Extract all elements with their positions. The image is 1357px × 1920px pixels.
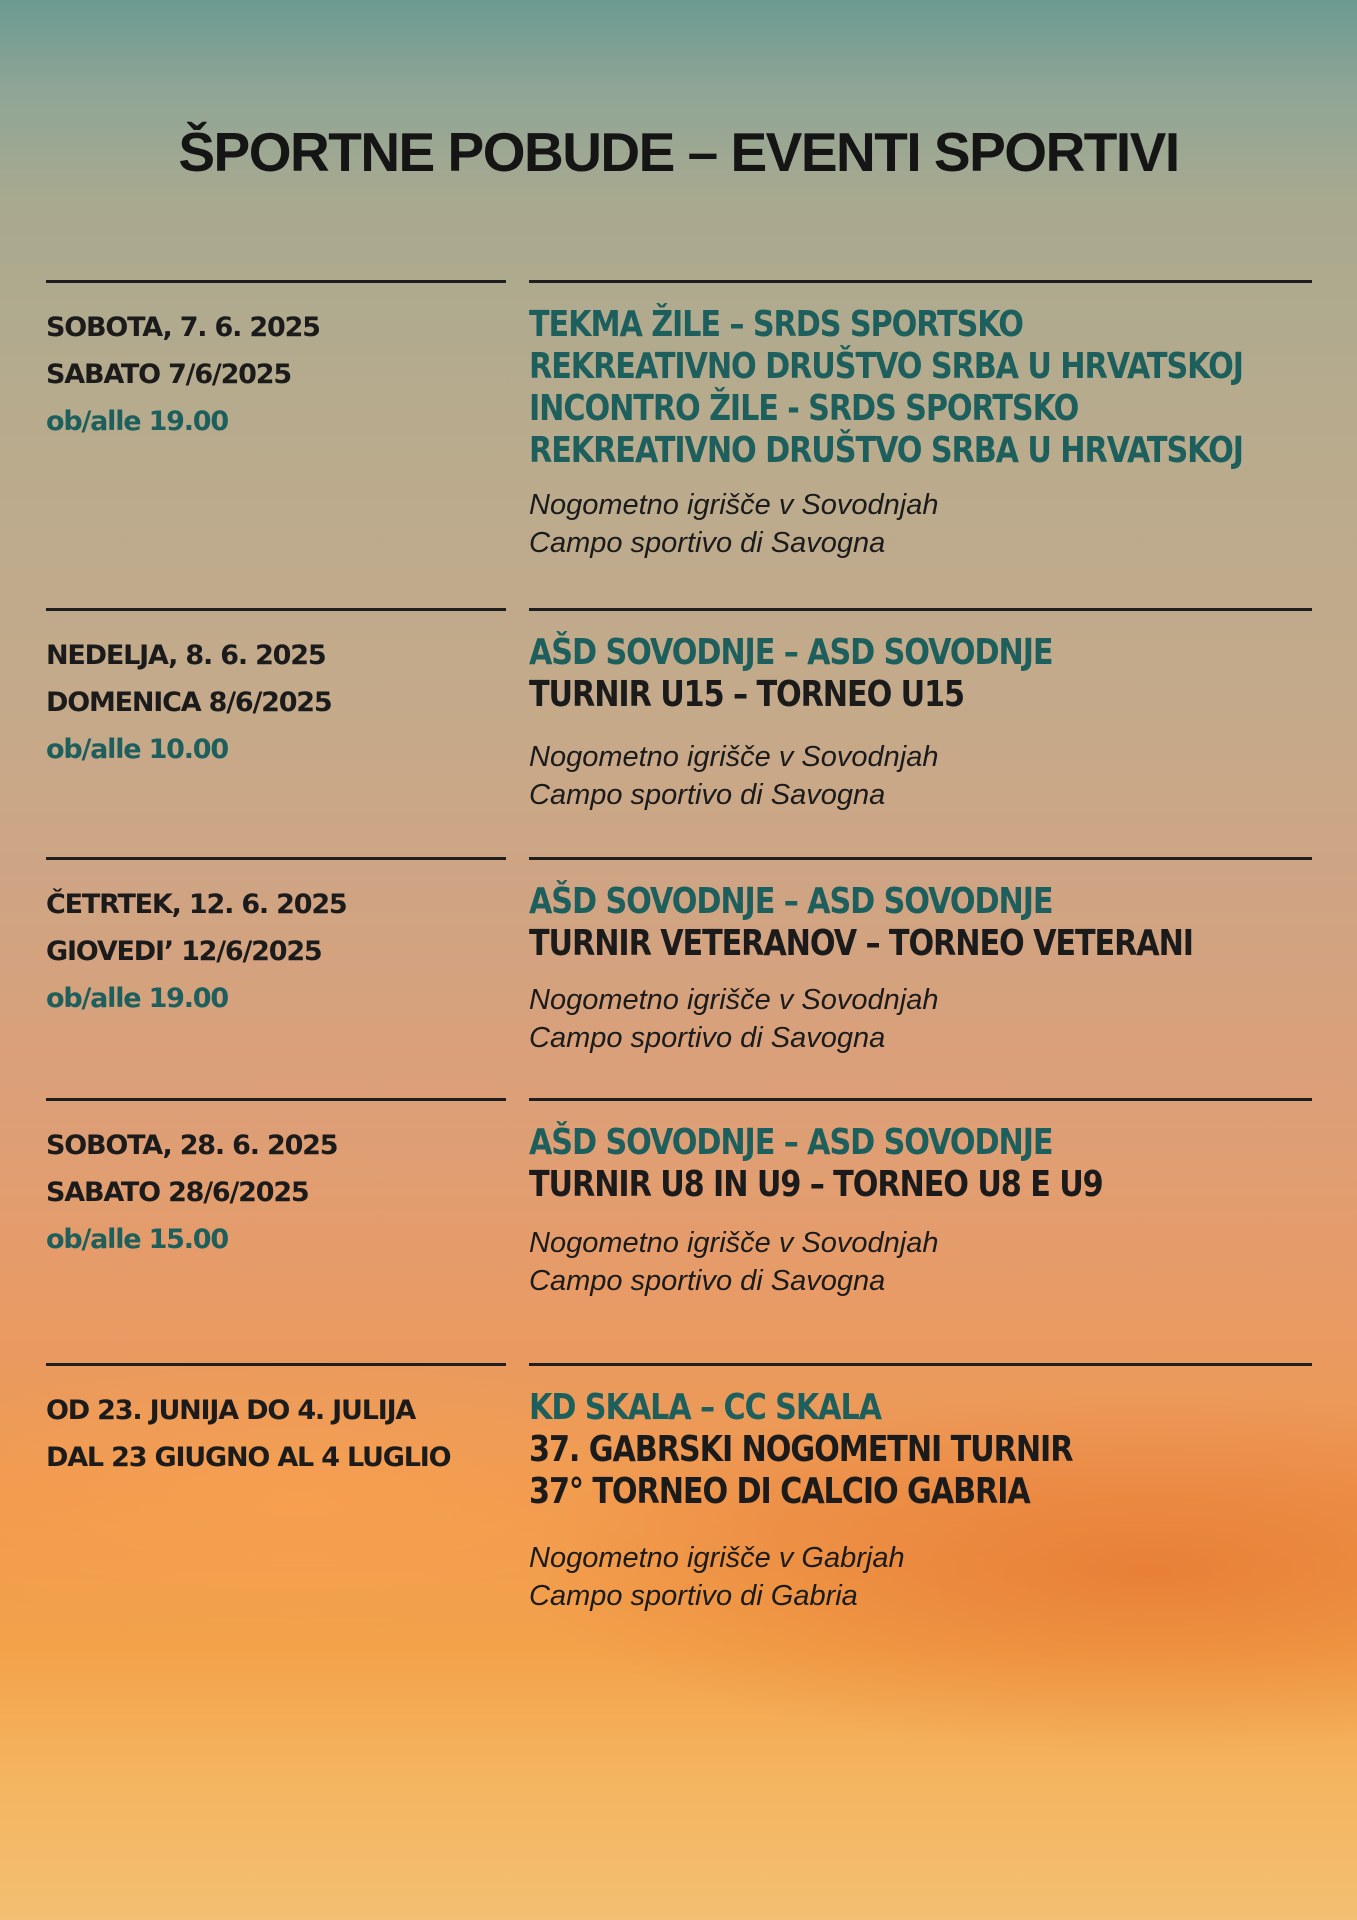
event-headline-line: REKREATIVNO DRUŠTVO SRBA U HRVATSKOJ xyxy=(529,346,1243,387)
event-info-block xyxy=(529,1387,1329,1615)
event-venue-sl: Nogometno igrišče v Gabrjah xyxy=(529,1542,905,1574)
event-venue-sl: Nogometno igrišče v Sovodnjah xyxy=(529,741,939,773)
event-venue-it: Campo sportivo di Savogna xyxy=(529,1022,886,1054)
event-venue xyxy=(529,1539,1329,1615)
event-date-it: GIOVEDI’ 12/6/2025 xyxy=(46,936,322,967)
event-venue xyxy=(529,486,1329,562)
event-organizer: KD SKALA – CC SKALA xyxy=(529,1387,881,1428)
event-date-sl: ČETRTEK, 12. 6. 2025 xyxy=(46,889,347,920)
divider xyxy=(529,1098,1312,1101)
event-date-sl: NEDELJA, 8. 6. 2025 xyxy=(46,640,326,671)
event-date-sl: OD 23. JUNIJA DO 4. JULIJA xyxy=(46,1395,416,1426)
divider xyxy=(46,608,506,611)
event-organizer: AŠD SOVODNJE – ASD SOVODNJE xyxy=(529,881,1053,922)
event-venue-sl: Nogometno igrišče v Sovodnjah xyxy=(529,489,939,521)
event-headline-line: TEKMA ŽILE – SRDS SPORTSKO xyxy=(529,304,1023,345)
divider xyxy=(529,608,1312,611)
event-venue xyxy=(529,981,1329,1057)
event-venue xyxy=(529,738,1329,814)
event-date-it: SABATO 28/6/2025 xyxy=(46,1177,309,1208)
divider xyxy=(529,857,1312,860)
page-title: ŠPORTNE POBUDE – EVENTI SPORTIVI xyxy=(178,121,1179,183)
event-venue-it: Campo sportivo di Savogna xyxy=(529,1265,886,1297)
divider xyxy=(529,280,1312,283)
event-time: ob/alle 10.00 xyxy=(46,734,228,765)
event-name: 37° TORNEO DI CALCIO GABRIA xyxy=(529,1471,1030,1512)
event-venue-it: Campo sportivo di Gabria xyxy=(529,1580,858,1612)
event-date-block xyxy=(46,632,516,773)
event-info-block xyxy=(529,1122,1329,1300)
event-time: ob/alle 15.00 xyxy=(46,1224,228,1255)
event-date-block xyxy=(46,304,516,445)
divider xyxy=(46,857,506,860)
event-date-it: DAL 23 GIUGNO AL 4 LUGLIO xyxy=(46,1442,451,1473)
event-name: TURNIR U8 IN U9 – TORNEO U8 E U9 xyxy=(529,1164,1103,1205)
event-name: TURNIR VETERANOV – TORNEO VETERANI xyxy=(529,923,1193,964)
event-headline-line: REKREATIVNO DRUŠTVO SRBA U HRVATSKOJ xyxy=(529,430,1243,471)
event-date-it: DOMENICA 8/6/2025 xyxy=(46,687,332,718)
event-name: 37. GABRSKI NOGOMETNI TURNIR xyxy=(529,1429,1073,1470)
event-date-sl: SOBOTA, 7. 6. 2025 xyxy=(46,312,320,343)
event-info-block xyxy=(529,881,1329,1057)
event-headline-line: INCONTRO ŽILE - SRDS SPORTSKO xyxy=(529,388,1079,429)
event-date-block xyxy=(46,1387,516,1481)
event-time: ob/alle 19.00 xyxy=(46,983,228,1014)
event-venue-it: Campo sportivo di Savogna xyxy=(529,527,886,559)
event-date-block xyxy=(46,881,516,1022)
divider xyxy=(529,1363,1312,1366)
event-venue-sl: Nogometno igrišče v Sovodnjah xyxy=(529,984,939,1016)
event-time: ob/alle 19.00 xyxy=(46,406,228,437)
divider xyxy=(46,1363,506,1366)
event-date-block xyxy=(46,1122,516,1263)
event-organizer: AŠD SOVODNJE – ASD SOVODNJE xyxy=(529,1122,1053,1163)
event-organizer: AŠD SOVODNJE – ASD SOVODNJE xyxy=(529,632,1053,673)
event-name: TURNIR U15 – TORNEO U15 xyxy=(529,674,965,715)
event-venue-it: Campo sportivo di Savogna xyxy=(529,779,886,811)
divider xyxy=(46,280,506,283)
event-date-it: SABATO 7/6/2025 xyxy=(46,359,291,390)
event-venue xyxy=(529,1224,1329,1300)
event-date-sl: SOBOTA, 28. 6. 2025 xyxy=(46,1130,338,1161)
divider xyxy=(46,1098,506,1101)
event-venue-sl: Nogometno igrišče v Sovodnjah xyxy=(529,1227,939,1259)
event-info-block xyxy=(529,304,1329,562)
event-info-block xyxy=(529,632,1329,814)
